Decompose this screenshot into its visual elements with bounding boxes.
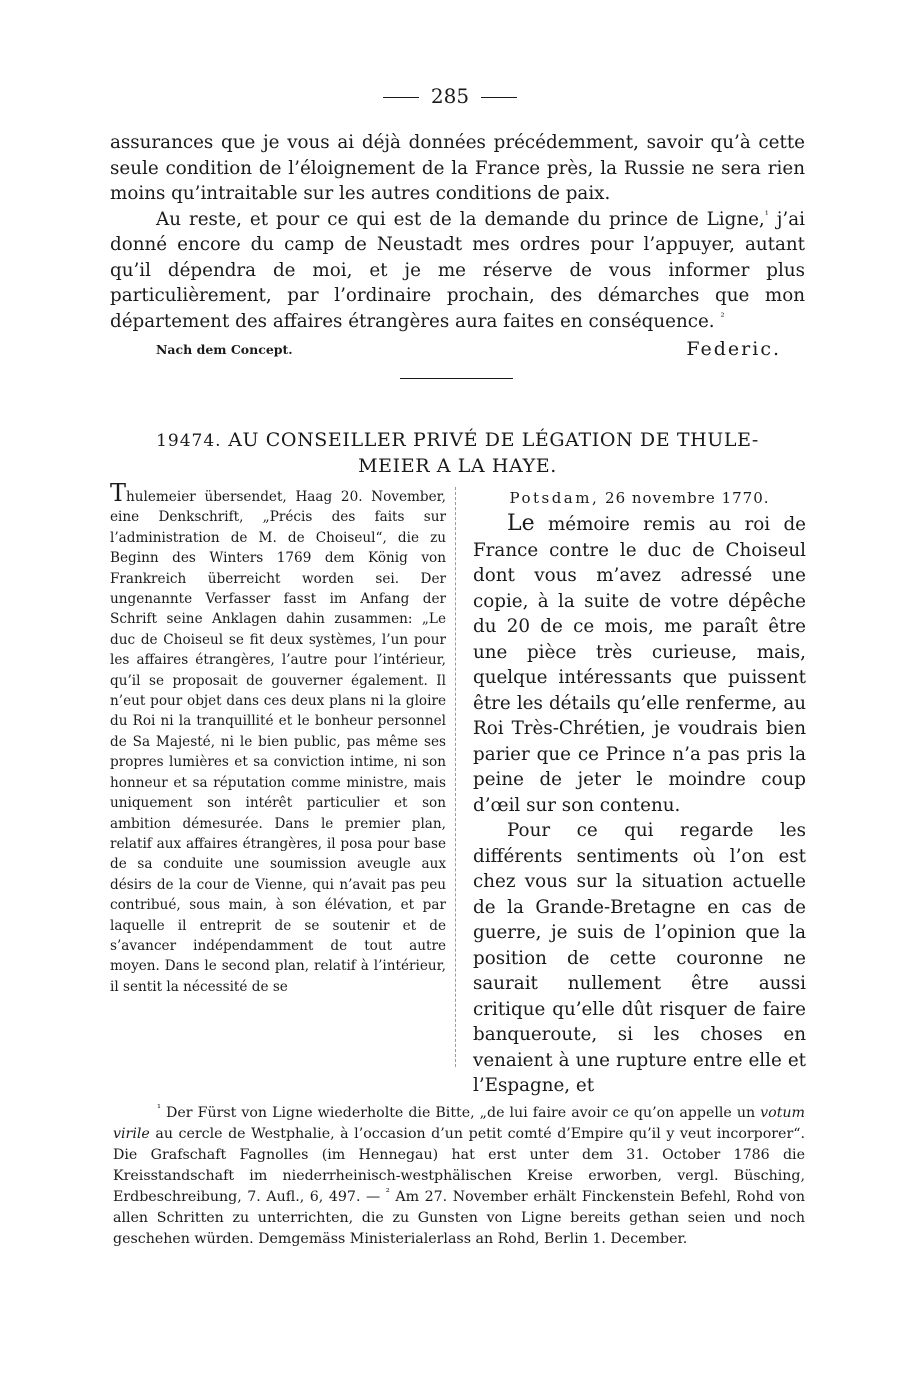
heading-title-2: MEIER A LA HAYE. [358, 455, 557, 477]
footnote-1-part1: Der Fürst von Ligne wiederholte die Bitte, „de lui faire avoir ce qu’on appelle un [161, 1105, 761, 1121]
signature: Federic. [686, 338, 781, 360]
ligne-paragraph-part2: j’ai donné encore du camp de Neustadt mes ordres pour l’appuyer, autant qu’il dépendra de moi, et je me réserve de vous informer plus particulièrement, par l’ordinaire prochain, des démarches que mon département des affaires étrangères aura faites en conséquence. [110, 208, 805, 332]
letter-paragraph-1 [473, 511, 806, 818]
footnote-block [113, 1103, 805, 1250]
dateline [473, 487, 806, 509]
continued-paragraph: assurances que je vous ai déjà données précédemment, savoir qu’à cette seule condition de l’éloignement de la France près, la Russie ne sera rien moins qu’intraitable sur les autres conditions de paix. [110, 132, 805, 204]
source-line [110, 338, 805, 362]
summary-dropcap: T [110, 479, 127, 507]
section-divider [400, 378, 513, 379]
letter-heading [110, 428, 805, 479]
heading-title-1: AU CONSEILLER PRIVÉ DE LÉGATION DE THULE- [228, 429, 759, 451]
footnote-ref-2: ² [720, 311, 725, 323]
letter-place: Potsdam, [509, 489, 600, 507]
ligne-paragraph [110, 207, 805, 335]
letter-date: 26 novembre 1770. [605, 489, 770, 507]
footnote-1-marker: ¹ [157, 1103, 162, 1115]
footnote-1-italic: votum virile [113, 1105, 805, 1142]
source-note: Nach dem Concept. [156, 342, 293, 357]
footnote-1-part2: au cercle de Westphalie, à l’occasion d’un petit comté d’Empire qu’il y veut incorporer“. Die Grafschaft Fagnolles (im Hennegau) hat erst unter dem 31. October 1786 die Kreisstandschaft im niederrheinisch-westphälischen Kreise erworben, vergl. Büsching, Erdbeschreibung, 7. Aufl., 6, 497. — [113, 1126, 805, 1205]
page-number-dash-left [383, 97, 419, 98]
footnote-2-marker: ² [385, 1187, 390, 1199]
page-number [0, 84, 900, 108]
continued-letter-text [110, 130, 805, 334]
letter-paragraph-2: Pour ce qui regarde les différents sentiments où l’on est chez vous sur la situation actuelle de la Grande-Bretagne en cas de guerre, je suis de l’opinion que la position de cette couronne ne saurait nullement être aussi critique qu’elle dût risquer de faire banqueroute, si les choses en venaient à une rupture entre elle et l’Espagne, et [473, 820, 806, 1096]
summary-text: hulemeier übersendet, Haag 20. November, eine Denkschrift, „Précis des faits sur l’administration de M. de Choiseul“, die zu Beginn des Winters 1769 dem König von Frankreich überreicht worden sei. Der ungenannte Verfasser fasst im Anfang der Schrift seine Anklagen dahin zusammen: „Le duc de Choiseul se fit deux systèmes, l’un pour les affaires étrangères, l’autre pour l’intérieur, qu’il se proposait de gouverner également. Il n’eut pour objet dans ces deux plans ni la gloire du Roi ni la tranquillité et le bonheur personnel de Sa Majesté, ni le bien public, pas même ses propres lumières et sa conviction intime, ni son honneur et sa réputation comme ministre, mais uniquement son intérêt particulier et son ambition démesurée. Dans le premier plan, relatif aux affaires étrangères, il posa pour base de sa conduite une soumission aveugle aux désirs de la cour de Vienne, qui n’avait pas peu contribué, sous main, à son élévation, et par laquelle il entreprit de se soutenir et de s’avancer indépendamment de tout autre moyen. Dans le second plan, relatif à l’intérieur, il sentit la nécessité de se [110, 489, 446, 995]
footnote-ref-1: ¹ [764, 209, 769, 221]
letter-initial: Le [507, 511, 535, 536]
letter-body [473, 511, 806, 1099]
footnote-2-text: Am 27. November erhält Finckenstein Befehl, Rohd von allen Schritten zu unterrichten, die zu Gunsten von Ligne bereits gethan seien und noch geschehen würden. Demgemäss Ministerialerlass an Rohd, Berlin 1. December. [113, 1189, 805, 1247]
heading-line-1 [110, 428, 805, 454]
footnotes [113, 1103, 805, 1250]
letter-paragraph-1-text: mémoire remis au roi de France contre le duc de Choiseul dont vous m’avez adressé une copie, à la suite de votre dépêche du 20 de ce mois, me paraît être une pièce très curieuse, mais, quelque intéressants que puissent être les détails qu’elle renferme, au Roi Très-Chrétien, je voudrais bien parier que ce Prince n’a pas pris la peine de jeter le moindre coup d’œil sur son contenu. [473, 514, 806, 816]
letter-column [473, 487, 806, 1099]
letter-number: 19474. [156, 431, 222, 451]
column-divider [455, 487, 456, 1067]
summary-column [110, 479, 446, 997]
page-number-value: 285 [430, 84, 470, 108]
ligne-paragraph-part1: Au reste, et pour ce qui est de la demande du prince de Ligne, [156, 208, 765, 230]
page-number-dash-right [481, 97, 517, 98]
